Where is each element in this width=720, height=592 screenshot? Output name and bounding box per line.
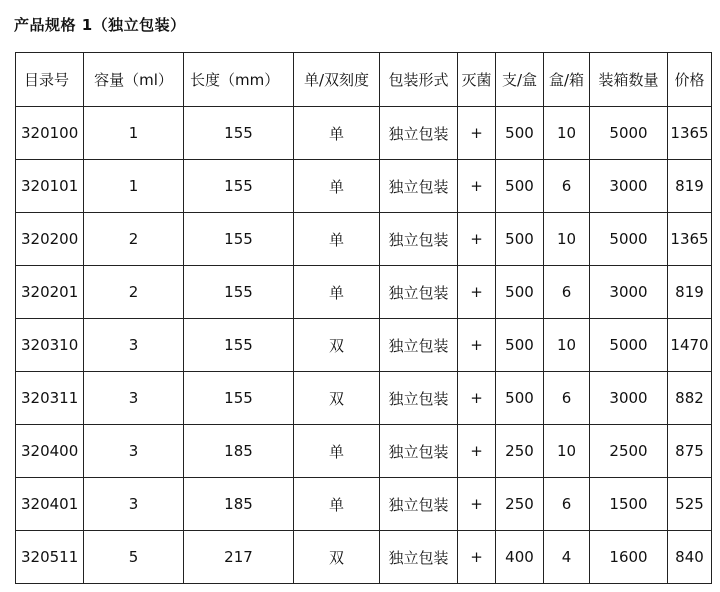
cell-sterilized: + (458, 319, 496, 372)
cell-packaging: 独立包装 (380, 107, 458, 160)
cell-scale: 双 (294, 531, 380, 584)
cell-length: 155 (184, 372, 294, 425)
cell-catalog-number: 320311 (16, 372, 84, 425)
cell-volume: 5 (84, 531, 184, 584)
cell-sterilized: + (458, 107, 496, 160)
cell-boxes-per-case: 6 (544, 266, 590, 319)
cell-case-quantity: 3000 (590, 372, 668, 425)
cell-price: 875 (668, 425, 712, 478)
table-row (16, 319, 712, 372)
cell-boxes-per-case: 10 (544, 107, 590, 160)
cell-case-quantity: 5000 (590, 319, 668, 372)
cell-pcs-per-box: 500 (496, 160, 544, 213)
cell-boxes-per-case: 6 (544, 372, 590, 425)
cell-catalog-number: 320100 (16, 107, 84, 160)
cell-price: 1365 (668, 107, 712, 160)
cell-boxes-per-case: 6 (544, 160, 590, 213)
cell-boxes-per-case: 4 (544, 531, 590, 584)
header-price: 价格 (668, 53, 712, 107)
cell-boxes-per-case: 10 (544, 213, 590, 266)
table-row (16, 425, 712, 478)
cell-length: 155 (184, 213, 294, 266)
cell-length: 155 (184, 266, 294, 319)
cell-length: 217 (184, 531, 294, 584)
cell-scale: 单 (294, 213, 380, 266)
cell-case-quantity: 3000 (590, 266, 668, 319)
header-volume: 容量（ml） (84, 53, 184, 107)
cell-packaging: 独立包装 (380, 425, 458, 478)
cell-packaging: 独立包装 (380, 213, 458, 266)
cell-price: 1470 (668, 319, 712, 372)
cell-length: 185 (184, 425, 294, 478)
cell-volume: 2 (84, 213, 184, 266)
cell-sterilized: + (458, 213, 496, 266)
cell-scale: 单 (294, 160, 380, 213)
cell-boxes-per-case: 10 (544, 425, 590, 478)
table-row (16, 107, 712, 160)
cell-packaging: 独立包装 (380, 319, 458, 372)
header-sterilized: 灭菌 (458, 53, 496, 107)
cell-boxes-per-case: 10 (544, 319, 590, 372)
cell-catalog-number: 320101 (16, 160, 84, 213)
cell-case-quantity: 1500 (590, 478, 668, 531)
cell-case-quantity: 2500 (590, 425, 668, 478)
cell-price: 819 (668, 160, 712, 213)
cell-case-quantity: 3000 (590, 160, 668, 213)
header-catalog-number: 目录号 (16, 53, 84, 107)
header-row (16, 53, 712, 107)
product-spec-table (15, 52, 712, 584)
cell-pcs-per-box: 500 (496, 319, 544, 372)
cell-catalog-number: 320401 (16, 478, 84, 531)
cell-pcs-per-box: 500 (496, 372, 544, 425)
cell-volume: 3 (84, 425, 184, 478)
table-row (16, 266, 712, 319)
header-pcs-per-box: 支/盒 (496, 53, 544, 107)
cell-case-quantity: 1600 (590, 531, 668, 584)
header-packaging: 包装形式 (380, 53, 458, 107)
cell-scale: 双 (294, 372, 380, 425)
cell-sterilized: + (458, 478, 496, 531)
cell-catalog-number: 320310 (16, 319, 84, 372)
cell-sterilized: + (458, 425, 496, 478)
cell-pcs-per-box: 500 (496, 213, 544, 266)
cell-volume: 3 (84, 319, 184, 372)
cell-pcs-per-box: 500 (496, 107, 544, 160)
cell-price: 819 (668, 266, 712, 319)
cell-sterilized: + (458, 372, 496, 425)
cell-catalog-number: 320511 (16, 531, 84, 584)
cell-volume: 1 (84, 107, 184, 160)
cell-catalog-number: 320200 (16, 213, 84, 266)
cell-volume: 1 (84, 160, 184, 213)
page-title: 产品规格 1（独立包装） (14, 16, 186, 34)
cell-volume: 2 (84, 266, 184, 319)
cell-scale: 单 (294, 266, 380, 319)
header-length: 长度（mm） (184, 53, 294, 107)
cell-packaging: 独立包装 (380, 372, 458, 425)
cell-price: 840 (668, 531, 712, 584)
cell-scale: 单 (294, 478, 380, 531)
cell-case-quantity: 5000 (590, 213, 668, 266)
cell-packaging: 独立包装 (380, 266, 458, 319)
cell-length: 185 (184, 478, 294, 531)
cell-volume: 3 (84, 478, 184, 531)
table-row (16, 531, 712, 584)
table-row (16, 213, 712, 266)
header-scale: 单/双刻度 (294, 53, 380, 107)
cell-scale: 双 (294, 319, 380, 372)
cell-packaging: 独立包装 (380, 478, 458, 531)
cell-length: 155 (184, 107, 294, 160)
cell-pcs-per-box: 500 (496, 266, 544, 319)
cell-pcs-per-box: 250 (496, 425, 544, 478)
cell-length: 155 (184, 160, 294, 213)
cell-price: 1365 (668, 213, 712, 266)
cell-sterilized: + (458, 531, 496, 584)
cell-packaging: 独立包装 (380, 531, 458, 584)
header-case-quantity: 装箱数量 (590, 53, 668, 107)
cell-scale: 单 (294, 425, 380, 478)
table-row (16, 160, 712, 213)
cell-price: 525 (668, 478, 712, 531)
cell-pcs-per-box: 400 (496, 531, 544, 584)
cell-price: 882 (668, 372, 712, 425)
cell-sterilized: + (458, 266, 496, 319)
cell-packaging: 独立包装 (380, 160, 458, 213)
cell-case-quantity: 5000 (590, 107, 668, 160)
cell-volume: 3 (84, 372, 184, 425)
cell-sterilized: + (458, 160, 496, 213)
cell-length: 155 (184, 319, 294, 372)
cell-catalog-number: 320400 (16, 425, 84, 478)
header-boxes-per-case: 盒/箱 (544, 53, 590, 107)
table-row (16, 478, 712, 531)
cell-scale: 单 (294, 107, 380, 160)
cell-catalog-number: 320201 (16, 266, 84, 319)
table-row (16, 372, 712, 425)
cell-boxes-per-case: 6 (544, 478, 590, 531)
cell-pcs-per-box: 250 (496, 478, 544, 531)
